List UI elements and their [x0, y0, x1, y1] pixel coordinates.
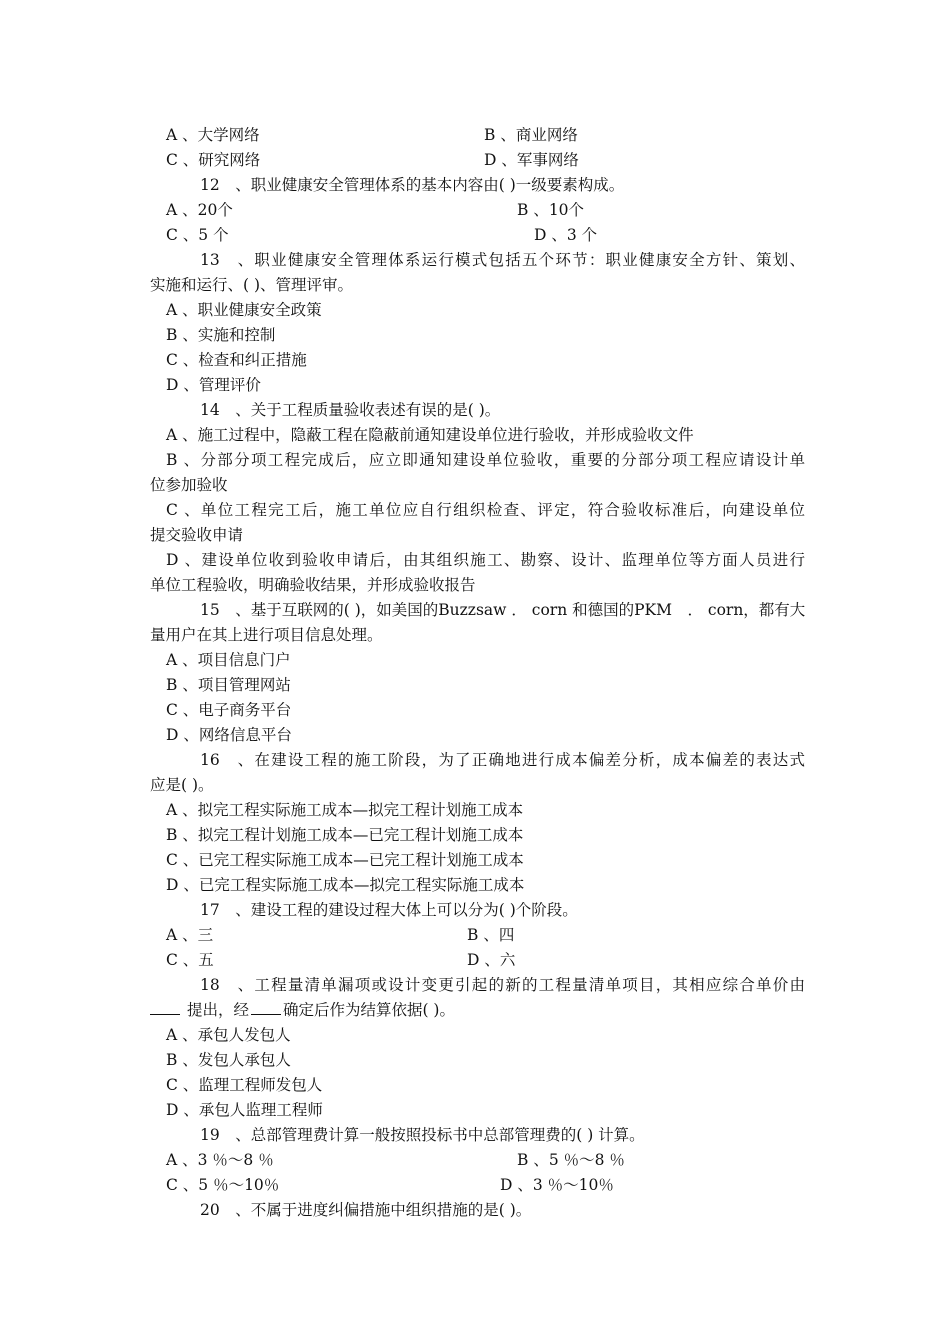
question-16: 16 、在建设工程的施工阶段，为了正确地进行成本偏差分析，成本偏差的表达式: [200, 751, 805, 769]
option-b: B 、商业网络: [484, 126, 578, 144]
option-d: D 、承包人监理工程师: [166, 1101, 323, 1119]
option-b: B 、分部分项工程完成后，应立即通知建设单位验收，重要的分部分项工程应请设计单: [166, 451, 805, 469]
option-a: A 、3 ％～8 ％: [166, 1151, 274, 1169]
question-18-text: 提出，经: [186, 1001, 249, 1019]
question-19: 19 、总部管理费计算一般按照投标书中总部管理费的( ) 计算。: [200, 1126, 645, 1144]
question-18: 18 、工程量清单漏项或设计变更引起的新的工程量清单项目，其相应综合单价由: [200, 976, 805, 994]
option-row: [166, 223, 821, 248]
option-a: A 、三: [166, 926, 214, 944]
fill-blank: [150, 1000, 180, 1015]
question-18-continued: [150, 998, 805, 1023]
option-a: A 、20个: [166, 201, 233, 219]
option-row: [166, 1148, 821, 1173]
option-row: [166, 948, 821, 973]
option-a: A 、施工过程中，隐蔽工程在隐蔽前通知建设单位进行验收，并形成验收文件: [166, 426, 694, 444]
question-16-continued: 应是( )。: [150, 776, 214, 794]
option-d: D 、建设单位收到验收申请后，由其组织施工、勘察、设计、监理单位等方面人员进行: [166, 551, 805, 569]
option-d: D 、3 个: [534, 226, 598, 244]
option-d: D 、3 ％～10％: [500, 1176, 614, 1194]
option-b: B 、四: [467, 926, 515, 944]
question-15-continued: 量用户在其上进行项目信息处理。: [150, 626, 383, 644]
option-b: B 、发包人承包人: [166, 1051, 291, 1069]
option-d: D 、网络信息平台: [166, 726, 292, 744]
option-c: C 、5 个: [166, 226, 229, 244]
option-c: C 、检查和纠正措施: [166, 351, 307, 369]
question-18-text: 确定后作为结算依据( )。: [282, 1001, 455, 1019]
option-d: D 、军事网络: [484, 151, 579, 169]
option-row: [166, 923, 821, 948]
option-row: [166, 123, 821, 148]
option-d: D 、已完工程实际施工成本—拟完工程实际施工成本: [166, 876, 525, 894]
option-c-continued: 提交验收申请: [150, 526, 244, 544]
option-c: C 、五: [166, 951, 214, 969]
option-b: B 、项目管理网站: [166, 676, 291, 694]
option-row: [166, 148, 821, 173]
option-a: A 、承包人发包人: [166, 1026, 291, 1044]
option-a: A 、拟完工程实际施工成本—拟完工程计划施工成本: [166, 801, 524, 819]
option-b-continued: 位参加验收: [150, 476, 228, 494]
option-d: D 、管理评价: [166, 376, 261, 394]
option-b: B 、实施和控制: [166, 326, 276, 344]
fill-blank: [251, 1000, 281, 1015]
option-d-continued: 单位工程验收，明确验收结果，并形成验收报告: [150, 576, 476, 594]
option-c: C 、电子商务平台: [166, 701, 292, 719]
option-c: C 、5 ％～10％: [166, 1176, 280, 1194]
question-14: 14 、关于工程质量验收表述有误的是( )。: [200, 401, 501, 419]
question-17: 17 、建设工程的建设过程大体上可以分为( )个阶段。: [200, 901, 578, 919]
option-b: B 、拟完工程计划施工成本—已完工程计划施工成本: [166, 826, 524, 844]
question-12: 12 、职业健康安全管理体系的基本内容由( )一级要素构成。: [200, 176, 625, 194]
question-13: 13 、职业健康安全管理体系运行模式包括五个环节：职业健康安全方针、策划、: [200, 251, 805, 269]
option-b: B 、10个: [517, 201, 585, 219]
option-c: C 、监理工程师发包人: [166, 1076, 323, 1094]
option-a: A 、大学网络: [166, 126, 260, 144]
option-a: A 、职业健康安全政策: [166, 301, 322, 319]
option-c: C 、已完工程实际施工成本—已完工程计划施工成本: [166, 851, 524, 869]
option-row: [166, 198, 821, 223]
question-13-continued: 实施和运行、( )、管理评审。: [150, 276, 354, 294]
option-row: [166, 1173, 821, 1198]
question-15: 15 、基于互联网的( )，如美国的Buzzsaw ． corn 和德国的PKM ． corn，都有大: [200, 601, 806, 619]
option-d: D 、六: [467, 951, 516, 969]
question-20: 20 、不属于进度纠偏措施中组织措施的是( )。: [200, 1201, 532, 1219]
option-b: B 、5 ％～8 ％: [517, 1151, 625, 1169]
option-c: C 、研究网络: [166, 151, 261, 169]
option-c: C 、单位工程完工后，施工单位应自行组织检查、评定，符合验收标准后，向建设单位: [166, 501, 805, 519]
option-a: A 、项目信息门户: [166, 651, 291, 669]
